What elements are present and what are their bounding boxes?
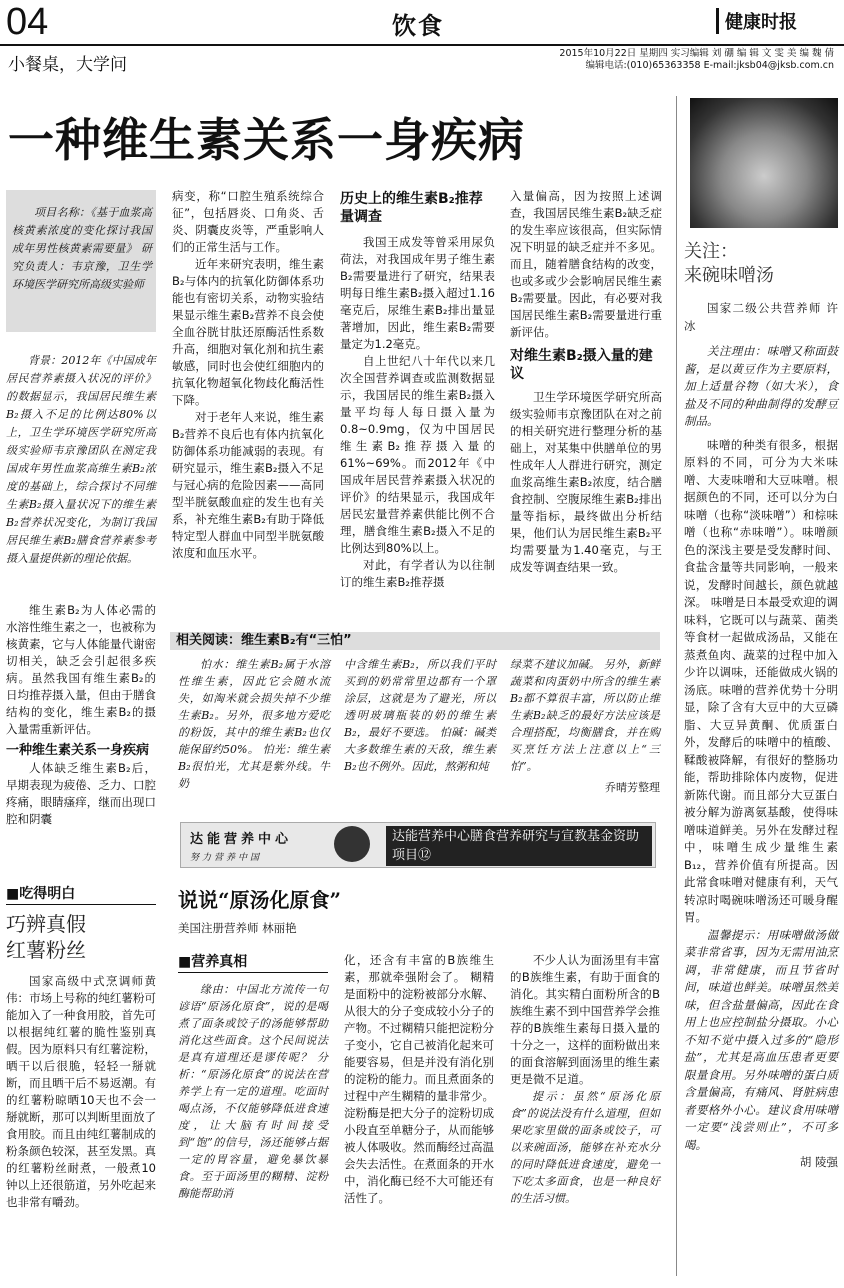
side-title-1: 关注： [684,241,738,262]
header-rule [0,44,844,46]
soup-tip: 提示：虽然“原汤化原食”的说法没有什么道理，但如果吃家里做的面条或饺子，可以来碗面汤，能够在补充水分的同时降低进食速度，避免一下吃太多面食，也是一种良好的生活习惯。 [510,1090,660,1205]
related-reading-bar: 相关阅读：维生素B₂有“三怕” [170,632,660,650]
col3-paragraph-2: 自上世纪八十年代以来几次全国营养调查或监测数据显示，我国居民的维生素B₂摄入量平均每人每日摄入量为0.8~0.9mg，仅为中国居民维生素B₂推荐摄入量的61%~69%。而2012年《中国成年居民营养素摄入状况的评价》的结果显示，我国成年居民宏量营养素供能比例不合理，膳食维生素B₂摄入不足的比例达到80%以上。 [340,354,495,555]
related-col-2 [344,656,496,775]
section-title: 饮食 [392,12,444,40]
col2-paragraph-1: 病变，称“口腔生殖系统综合征”，包括唇炎、口角炎、舌炎、阴囊皮炎等，严重影响人们的正常生活与工作。 [172,189,324,254]
nutrition-truth-bar: ■营养真相 [178,952,328,973]
side-author: 国家二级公共营养师 许 冰 [684,301,838,333]
related-text-2: 中含维生素B₂，所以我们平时买到的奶常常里边都有一个罩涂层，这就是为了避光，所以透明玻璃瓶装的奶的维生素B₂，最好不要选。 怕碱：碱类大多数维生素的天敌，维生素B₂也不例外。因此，熬粥和炖 [344,658,496,773]
sponsor-name: 达能营养中心 [190,832,293,847]
red-potato-title-1: 巧辨真假 [6,912,86,936]
col4-paragraph-2: 卫生学环境医学研究所高级实验师韦京豫团队在对之前的相关研究进行整理分析的基础上，对某集中供膳单位的男性成年人人群进行研究，测定血浆高维生素B₂浓度，结合膳食控制、空腹尿维生素B₂排出量等指标，最终做出分析结果，他们认为居民维生素B₂平均需要量为1.40毫克，与王成发等调查结果一致。 [510,390,662,574]
red-potato-title-2: 红薯粉丝 [6,938,86,962]
miso-soup-photo [690,98,838,228]
project-box [6,190,156,332]
soup-byline: 美国注册营养师 林丽艳 [178,921,297,935]
col4-text [510,188,662,576]
col2-paragraph-2: 近年来研究表明，维生素B₂与体内的抗氧化防御体系功能也有密切关系，动物实验结果显示维生素B₂营养不良会使全血谷胱甘肽还原酶活性系数升高，细胞对氧化剂和抗生素敏感，同时也会使红细胞内的抗氧化物超氧化物歧化酶活性下降。 [172,257,324,407]
page-number: 04 [6,1,49,43]
side-title-2: 来碗味噌汤 [684,265,774,286]
side-signature: 胡 陵强 [799,1155,838,1169]
col1-text [6,602,156,828]
col1-paragraph-2: 人体缺乏维生素B₂后，早期表现为疲倦、乏力、口腔疼痛，眼睛瘙痒，继而出现口腔和阴囊 [6,761,156,826]
chide-mingbai-bar: ■吃得明白 [6,884,156,905]
side-intro: 关注理由：味噌又称面鼓酱，是以黄豆作为主要原料，加上适量谷物（如大米），食盐及不同的种曲制得的发酵豆制品。 [684,344,838,428]
soup-col-1 [178,952,328,1202]
background-text: 背景：2012年《中国成年居民营养素摄入状况的评价》的数据显示，我国居民维生素B₂摄入不足的比例达80%以上，卫生学环境医学研究所高级实验师韦京豫团队在测定我国成年男性血浆高维生素B₂浓度的基础上，综合探讨不同维生素B₂摄入量状况下的维生素B₂营养状况变化，为制订我国居民维生素B₂膳食营养素参考摄入量提供新的理论依据。 [6,354,156,565]
related-col-3 [510,656,660,795]
editor-line-1: 2015年10月22日 星期四 实习编辑 刘 硼 编 辑 文 雯 美 编 魏 倩 [559,48,834,59]
col1-subhead: 一种维生素关系一身疾病 [6,743,150,758]
related-text-3: 绿菜不建议加碱。 另外，新鲜蔬菜和肉蛋奶中所含的维生素B₂都不算很丰富，所以防止维生素B₂缺乏的最好方法应该是合理搭配，均衡膳食，并在购买烹饪方法上注意以上“三怕”。 [510,658,660,773]
project-info: 项目名称：《基于血浆高核黄素浓度的变化探讨我国成年男性核黄素需要量》 研究负责人：韦京豫，卫生学环境医学研究所高级实验师 [12,206,152,291]
sponsor-project: 达能营养中心膳食营养研究与宣教基金资助项目⑫ [386,826,652,866]
newspaper-logo: 健康时报 [716,8,797,34]
main-headline: 一种维生素关系一身疾病 [8,113,525,167]
related-author: 乔晴芳整理 [605,781,660,794]
soup-text-1: 缘由：中国北方流传一句谚语“原汤化原食”，说的是喝煮了面条或饺子的汤能够帮助消化这些面食。这个民间说法是真有道理还是谬传呢？ 分析：“原汤化原食”的说法在营养学上有一定的道理。吃面时喝点汤，不仅能够降低进食速度，让大脑有时间接受到“饱”的信号，汤还能够占据一定的胃容量，避免暴饮暴食。至于面汤里的糊精、淀粉酶能帮助消 [178,983,328,1200]
soup-title: 说说“原汤化原食” [178,888,342,912]
side-divider [676,96,677,1276]
editor-info [500,48,834,72]
soup-col-2 [344,952,494,1207]
col3-heading: 历史上的维生素B₂推荐量调查 [340,191,483,225]
background-block [6,352,156,568]
editor-line-2: 编辑电话:(010)65363358 E-mail:jksb04@jksb.com.cn [585,60,834,71]
col3-text [340,190,495,591]
side-article [684,240,838,1170]
red-potato-text: 国家高级中式烹调师黄伟：市场上号称的纯红薯粉可能加入了一种食用胶，首先可以根据纯红薯的脆性鉴别真假。因为原料只有红薯淀粉，晒干以后很脆，轻轻一掰就断，而且晒干后不易返潮。有的红薯粉晾晒10天也不会一掰就断，那可以判断里面放了食用胶。而且由纯红薯制成的粉条颜色较深，甚至发黑。真的红薯粉丝耐煮，一般煮10钟以上还很筋道，另外吃起来也非常有嚼劲。 [6,974,156,1209]
col3-paragraph-3: 对此，有学者认为以往制订的维生素B₂推荐摄 [340,558,495,589]
column-title: 小餐桌，大学问 [8,55,127,75]
col2-paragraph-3: 对于老年人来说，维生素B₂营养不良后也有体内抗氧化防御体系功能减弱的表现。有研究显示，维生素B₂摄入不足与冠心病的危险因素——高同型半胱氨酸血症的发生也有关系，补充维生素B₂有助于降低特定型人群血中同型半胱氨酸浓度和血压水平。 [172,410,324,560]
left-bottom-article [6,884,156,1211]
col4-paragraph-1: 入量偏高，因为按照上述调查，我国居民维生素B₂缺乏症的发生率应该很高，但实际情况下明显的缺乏症并不多见。而且，随着膳食结构的改变，也或多或少会影响居民维生素B₂需要量。因此，有必要对我国居民维生素B₂需要量进行重新评估。 [510,189,662,339]
side-body: 味噌的种类有很多，根据原料的不同，可分为大米味噌、大麦味噌和大豆味噌。根据颜色的不同，还可以分为白味噌（也称“淡味噌”）和棕味噌（也称“赤味噌”）。味噌颜色的深浅主要是受发酵时间、食盐含量等共同影响，一般来说，发酵时间越长，颜色就越深。 味噌是日本最受欢迎的调味料，它既可以与蔬菜、菌类等食材一起做成汤品，又能在蒸煮鱼肉、蔬菜的过程中加入少许以调味，还能做成火锅的汤底。味噌的营养优势十分明显，除了含有大豆中的大豆磷脂、大豆异黄酮、优质蛋白外，发酵后的味噌中的植酸、鞣酸被降解，有很好的整肠功能，帮助排除体内废物，促进新陈代谢。而且部分大豆蛋白被分解为游离氨基酸，使得味噌味道鲜美。另外在发酵过程中，味噌生成少量维生素B₁₂，营养价值有所提高。因此常食味噌对健康有利，天气转凉时喝碗味噌汤还可暖身醒胃。 [684,437,838,924]
soup-text-3: 不少人认为面汤里有丰富的B族维生素，有助于面食的消化。其实精白面粉所含的B族维生素不到中国营养学会推荐的B族维生素每日摄入量的十分之一，这样的面粉做出来的面食溶解到面汤里的维生素更是微不足道。 [510,953,660,1086]
side-tip: 温馨提示：用味噌做汤做菜非常省事，因为无需用油烹调，非常健康，而且节省时间，味道也鲜美。味噌虽然美味，但含盐量偏高，因此在食用上也应控制盐分摄取。小心不知不觉中摄入过多的“隐形盐”，尤其是高血压患者更要限量食用。另外味噌的蛋白质含量偏高，有痛风、肾脏病患者要格外小心。建议食用味噌一定要“浅尝则止”，不可多喝。 [684,927,838,1152]
col4-heading: 对维生素B₂摄入量的建议 [510,348,653,382]
soup-text-2: 化，还含有丰富的B族维生素，那就牵强附会了。 糊精是面粉中的淀粉被部分水解、从很大的分子变成较小分子的产物。不过糊精只能把淀粉分子变小，它自己被消化起来可能要容易，但是并没有消化别的淀粉的能力。而且煮面条的过程中产生糊精的量非常少。淀粉酶是把大分子的淀粉切成小段直至单糖分子，从而能够被人体吸收。然而酶经过高温会失去活性。在煮面条的开水中，消化酶已经不大可能还有活性了。 [344,953,494,1205]
related-col-1 [178,656,330,792]
col1-paragraph-1: 维生素B₂为人体必需的水溶性维生素之一，也被称为核黄素，它与人体能量代谢密切相关，缺乏会引起很多疾病。虽然我国有维生素B₂的日均推荐摄入量，但由于膳食结构的变化，维生素B₂的摄入量需重新评估。 [6,603,156,736]
col2-text [172,188,324,562]
soup-col-3 [510,952,660,1207]
col3-paragraph-1: 我国王成发等曾采用尿负荷法，对我国成年男子维生素B₂需要量进行了研究，结果表明每日维生素B₂摄入超过1.16毫克后，尿维生素B₂排出量显著增加，因此，维生素B₂需要量定为1.2毫克。 [340,235,495,351]
sponsor-emblem-icon [334,826,370,862]
sponsor-slogan: 努力营养中国 [190,853,263,863]
related-text-1: 怕水：维生素B₂属于水溶性维生素，因此它会随水流失，如淘米就会损失掉不少维生素B₂。另外，很多地方爱吃的粉饭，其中的维生素B₂也仅能保留约50%。 怕光：维生素B₂很怕光，尤其是紫外线。牛奶 [178,658,330,790]
